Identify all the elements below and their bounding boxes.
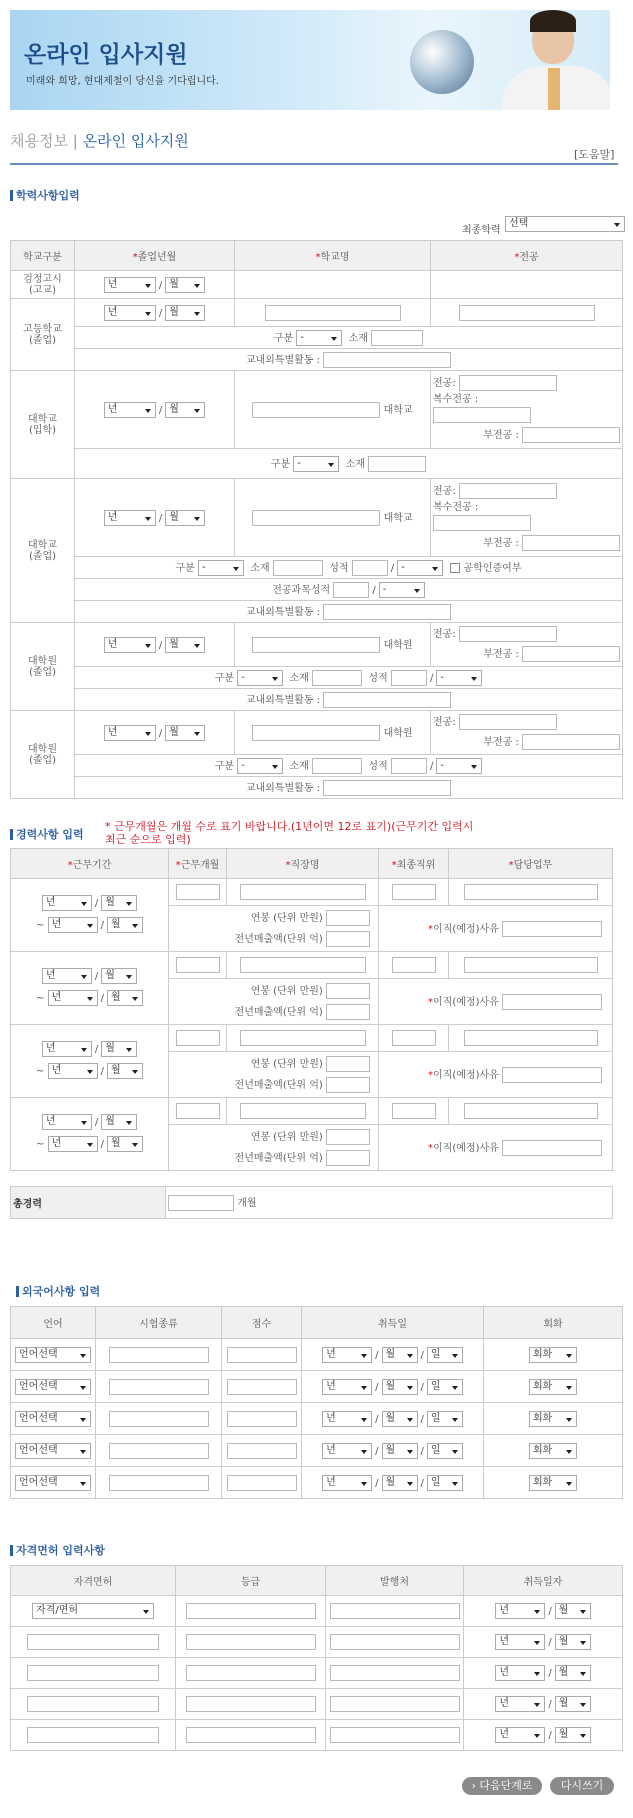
hs-year-select[interactable]: 년 <box>104 305 156 321</box>
career-reason-input[interactable] <box>502 1140 602 1156</box>
lic-th-license: 자격면허 <box>11 1566 176 1596</box>
lang-day-select[interactable]: 일 <box>427 1347 463 1363</box>
lang-year-select[interactable]: 년 <box>322 1443 372 1459</box>
lic-issuer-input[interactable] <box>330 1727 460 1743</box>
gs-activity-label: 교내외특별활동 : <box>245 695 320 706</box>
lang-score-input[interactable] <box>227 1443 297 1459</box>
career-position-input[interactable] <box>392 1030 436 1046</box>
ug-activity-label: 교내외특별활동 : <box>245 607 320 618</box>
ug-cert-label: 공학인증여부 <box>463 563 522 574</box>
career-th-company: 직장명 <box>290 860 320 871</box>
lang-conv-select[interactable]: 회화 <box>529 1475 577 1491</box>
gs-sojae-input[interactable] <box>312 670 362 686</box>
career-end-month-select[interactable]: 월 <box>107 1063 143 1079</box>
lic-month-select[interactable]: 월 <box>555 1727 591 1743</box>
gs2-gpa-label: 성적 <box>368 761 388 772</box>
edu-row-univ-grad: 대학교 (졸업) <box>11 479 75 623</box>
next-step-button[interactable]: › 다음단계로 <box>462 1777 542 1795</box>
ug-gpa-scale-select[interactable]: - <box>397 560 443 576</box>
hs-sojae-input[interactable] <box>371 330 423 346</box>
geomjeong-month-select[interactable]: 월 <box>165 277 205 293</box>
lic-year-select[interactable]: 년 <box>495 1665 545 1681</box>
career-reason-input[interactable] <box>502 994 602 1010</box>
lang-year-select[interactable]: 년 <box>322 1475 372 1491</box>
total-career-label: 총경력 <box>11 1187 166 1219</box>
gs2-sojae-input[interactable] <box>312 758 362 774</box>
edu-row-geomjeong: 검정고시 (고교) <box>11 271 75 299</box>
gs-gpa-scale-select[interactable]: - <box>436 670 482 686</box>
career-months-input[interactable] <box>176 1103 220 1119</box>
banner-title: 온라인 입사지원 <box>24 42 188 68</box>
gs2-month-select[interactable]: 월 <box>165 725 205 741</box>
lic-th-grade: 등급 <box>176 1566 326 1596</box>
lang-test-input[interactable] <box>109 1347 209 1363</box>
ui-gubun-label: 구분 <box>270 459 291 470</box>
career-th-period: 근무기간 <box>72 860 112 871</box>
hs-month-select[interactable]: 월 <box>165 305 205 321</box>
lang-conv-select[interactable]: 회화 <box>529 1347 577 1363</box>
geomjeong-year-select[interactable]: 년 <box>104 277 156 293</box>
gs-year-select[interactable]: 년 <box>104 637 156 653</box>
ug-minor-input[interactable] <box>522 535 620 551</box>
gs2-minor-label: 부전공 : <box>483 736 519 748</box>
ui-minor-label: 부전공 : <box>483 429 519 441</box>
lang-section-title: 외국어사항 입력 <box>16 1286 100 1297</box>
ug-major-input[interactable] <box>459 483 557 499</box>
ui-month-select[interactable]: 월 <box>165 402 205 418</box>
lang-day-select[interactable]: 일 <box>427 1475 463 1491</box>
career-sales-label: 전년매출액(단위 억) <box>234 1006 323 1018</box>
page-title: 온라인 입사지원 <box>82 132 189 150</box>
gs2-gubun-label: 구분 <box>214 761 234 772</box>
career-sales-input[interactable] <box>326 1150 370 1166</box>
ui-name-input[interactable] <box>252 402 380 418</box>
career-salary-label: 연봉 (단위 만원) <box>250 985 323 997</box>
career-duty-input[interactable] <box>464 1030 598 1046</box>
career-start-month-select[interactable]: 월 <box>101 1114 137 1130</box>
lang-test-input[interactable] <box>109 1443 209 1459</box>
ug-gubun-select[interactable]: - <box>198 560 244 576</box>
career-company-input[interactable] <box>240 1030 366 1046</box>
career-salary-label: 연봉 (단위 만원) <box>250 1131 323 1143</box>
career-reason-input[interactable] <box>502 1067 602 1083</box>
lic-year-select[interactable]: 년 <box>495 1634 545 1650</box>
gs-activity-input[interactable] <box>323 692 451 708</box>
lic-table: 자격면허 등급 발행처 취득일자 자격/면허 년 / 월 년 / 월 년 / 월 년 / 월 년 / 월 <box>10 1565 623 1751</box>
ui-double-label: 복수전공 : <box>433 393 479 405</box>
lang-th-test: 시험종류 <box>96 1307 222 1339</box>
total-career-input[interactable] <box>168 1195 234 1211</box>
reset-button[interactable]: 다시쓰기 <box>550 1777 614 1795</box>
lang-year-select[interactable]: 년 <box>322 1411 372 1427</box>
career-position-input[interactable] <box>392 884 436 900</box>
gs-month-select[interactable]: 월 <box>165 637 205 653</box>
lang-test-input[interactable] <box>109 1379 209 1395</box>
lang-day-select[interactable]: 일 <box>427 1411 463 1427</box>
lic-license-select[interactable]: 자격/면허 <box>32 1603 154 1619</box>
gs-minor-label: 부전공 : <box>483 648 519 660</box>
hs-activity-label: 교내외특별활동 : <box>245 355 320 366</box>
career-tilde: ~ <box>36 920 45 931</box>
career-company-input[interactable] <box>240 884 366 900</box>
lic-grade-input[interactable] <box>186 1665 316 1681</box>
career-position-input[interactable] <box>392 957 436 973</box>
career-th-position: 최종직위 <box>396 860 436 871</box>
career-start-month-select[interactable]: 월 <box>101 1041 137 1057</box>
lang-language-select[interactable]: 언어선택 <box>15 1443 91 1459</box>
gs2-major-label: 전공: <box>433 716 456 728</box>
lic-grade-input[interactable] <box>186 1634 316 1650</box>
gs2-name-input[interactable] <box>252 725 380 741</box>
lic-grade-input[interactable] <box>186 1696 316 1712</box>
career-company-input[interactable] <box>240 957 366 973</box>
career-sales-input[interactable] <box>326 1077 370 1093</box>
career-end-year-select[interactable]: 년 <box>48 917 98 933</box>
ug-sojae-label: 소재 <box>250 563 270 574</box>
ui-major-label: 전공: <box>433 377 456 389</box>
edu-th-school: 학교구분 <box>11 241 75 271</box>
career-tilde: ~ <box>36 1066 45 1077</box>
ug-double-input[interactable] <box>433 515 531 531</box>
ui-univ-label: 대학교 <box>383 405 413 416</box>
edu-row-univ-in: 대학교 (입학) <box>11 371 75 479</box>
ug-univ-label: 대학교 <box>383 513 413 524</box>
career-reason-label: 이직(예정)사유 <box>433 1143 499 1154</box>
lang-table: 언어 시험종류 점수 취득일 회화 언어선택 년 / 월 / 일 회화 언어선택 년 / 월 / 일 회화 언어선택 년 / 월 / 일 회화 언어선택 년 / 월 / 일 회화 언어선택 년 / 월 / 일 회화 <box>10 1306 623 1499</box>
lang-month-select[interactable]: 월 <box>382 1379 418 1395</box>
career-start-year-select[interactable]: 년 <box>42 1041 92 1057</box>
career-reason-input[interactable] <box>502 921 602 937</box>
ui-major-input[interactable] <box>459 375 557 391</box>
banner-subtitle: 미래와 희망, 현대제철이 당신을 기다립니다. <box>26 76 219 87</box>
edu-th-major: 전공 <box>519 252 539 263</box>
lic-issuer-input[interactable] <box>330 1665 460 1681</box>
career-position-input[interactable] <box>392 1103 436 1119</box>
lic-issuer-input[interactable] <box>330 1696 460 1712</box>
gs2-gpa-scale-select[interactable]: - <box>436 758 482 774</box>
career-start-year-select[interactable]: 년 <box>42 968 92 984</box>
career-months-input[interactable] <box>176 957 220 973</box>
career-duty-input[interactable] <box>464 1103 598 1119</box>
lic-license-input[interactable] <box>27 1727 159 1743</box>
ug-activity-input[interactable] <box>323 604 451 620</box>
career-sales-label: 전년매출액(단위 억) <box>234 933 323 945</box>
lic-grade-input[interactable] <box>186 1603 316 1619</box>
ug-sojae-input[interactable] <box>273 560 323 576</box>
lic-year-select[interactable]: 년 <box>495 1696 545 1712</box>
edu-table: 학교구분 *졸업년월 *학교명 *전공 검정고시 (고교) 년 / 월 고등학교 (졸업) 년 / 월 구분 - 소재 교내외특별활동 : 대학교 (입학) 년 / 월 대학교 전공: 복수전공 : 부전공 : 구분 - 소재 대학교 (졸업) 년 / 월 대학교 전공: 복수전공 : 부전공 : 구분 - 소재 성적 / - 공학인증여부 전공과목성적 / - 교내외특별활동 : 대학원 (졸업) 년 / 월 대학원 전공: 부전공 : 구분 - 소재 성적 / - 교내외특별활동 : 대학원 (졸업) 년 / 월 대학원 전공: 부전공 : 구분 - 소재 성적 / - 교내외특별활동 : <box>10 240 623 799</box>
lang-th-conv: 회화 <box>484 1307 623 1339</box>
edu-th-grad: 졸업년월 <box>137 252 177 263</box>
lang-month-select[interactable]: 월 <box>382 1347 418 1363</box>
career-start-year-select[interactable]: 년 <box>42 1114 92 1130</box>
lic-th-date: 취득일자 <box>464 1566 623 1596</box>
ug-name-input[interactable] <box>252 510 380 526</box>
ug-major-gpa-input[interactable] <box>333 582 369 598</box>
gs2-grad-label: 대학원 <box>383 728 413 739</box>
career-end-year-select[interactable]: 년 <box>48 1136 98 1152</box>
lic-license-input[interactable] <box>27 1634 159 1650</box>
ui-double-input[interactable] <box>433 407 531 423</box>
lang-month-select[interactable]: 월 <box>382 1475 418 1491</box>
career-duty-input[interactable] <box>464 884 598 900</box>
hs-gubun-select[interactable]: - <box>296 330 342 346</box>
career-months-input[interactable] <box>176 1030 220 1046</box>
lang-score-input[interactable] <box>227 1347 297 1363</box>
gs-minor-input[interactable] <box>522 646 620 662</box>
career-salary-label: 연봉 (단위 만원) <box>250 1058 323 1070</box>
ug-gubun-label: 구분 <box>175 563 195 574</box>
lic-year-select[interactable]: 년 <box>495 1727 545 1743</box>
lang-conv-select[interactable]: 회화 <box>529 1411 577 1427</box>
career-salary-input[interactable] <box>326 1056 370 1072</box>
career-salary-label: 연봉 (단위 만원) <box>250 912 323 924</box>
ui-minor-input[interactable] <box>522 427 620 443</box>
lang-th-language: 언어 <box>11 1307 96 1339</box>
gs-gubun-select[interactable]: - <box>237 670 283 686</box>
lang-score-input[interactable] <box>227 1379 297 1395</box>
gs2-activity-label: 교내외특별활동 : <box>245 783 320 794</box>
lang-year-select[interactable]: 년 <box>322 1347 372 1363</box>
lang-conv-select[interactable]: 회화 <box>529 1379 577 1395</box>
ug-gpa-input[interactable] <box>352 560 388 576</box>
career-section-title: 경력사항 입력 <box>10 829 84 840</box>
gs2-major-input[interactable] <box>459 714 557 730</box>
career-th-months: 근무개월 <box>180 860 220 871</box>
lang-month-select[interactable]: 월 <box>382 1411 418 1427</box>
career-end-month-select[interactable]: 월 <box>107 990 143 1006</box>
career-end-month-select[interactable]: 월 <box>107 1136 143 1152</box>
lang-day-select[interactable]: 일 <box>427 1443 463 1459</box>
career-salary-input[interactable] <box>326 1129 370 1145</box>
career-start-month-select[interactable]: 월 <box>101 895 137 911</box>
gs-name-input[interactable] <box>252 637 380 653</box>
ui-year-select[interactable]: 년 <box>104 402 156 418</box>
gs2-minor-input[interactable] <box>522 734 620 750</box>
ug-major-gpa-label: 전공과목성적 <box>272 585 331 596</box>
career-salary-input[interactable] <box>326 910 370 926</box>
lic-year-select[interactable]: 년 <box>495 1603 545 1619</box>
edu-section-title: 학력사항입력 <box>10 190 80 201</box>
ug-major-label: 전공: <box>433 485 456 497</box>
ug-cert-checkbox[interactable] <box>450 563 460 573</box>
lang-th-date: 취득일 <box>302 1307 484 1339</box>
career-start-year-select[interactable]: 년 <box>42 895 92 911</box>
career-company-input[interactable] <box>240 1103 366 1119</box>
gs-gpa-input[interactable] <box>391 670 427 686</box>
ug-double-label: 복수전공 : <box>433 501 479 513</box>
gs-gubun-label: 구분 <box>214 673 234 684</box>
lang-test-input[interactable] <box>109 1475 209 1491</box>
ug-major-gpa-scale-select[interactable]: - <box>379 582 425 598</box>
gs2-activity-input[interactable] <box>323 780 451 796</box>
lang-language-select[interactable]: 언어선택 <box>15 1411 91 1427</box>
breadcrumb <box>10 130 189 151</box>
lic-th-issuer: 발행처 <box>326 1566 464 1596</box>
career-tilde: ~ <box>36 1139 45 1150</box>
edu-row-grad-school-2: 대학원 (졸업) <box>11 711 75 799</box>
lang-conv-select[interactable]: 회화 <box>529 1443 577 1459</box>
hs-major-input[interactable] <box>459 305 595 321</box>
lic-month-select[interactable]: 월 <box>555 1634 591 1650</box>
career-start-month-select[interactable]: 월 <box>101 968 137 984</box>
lang-month-select[interactable]: 월 <box>382 1443 418 1459</box>
career-end-year-select[interactable]: 년 <box>48 1063 98 1079</box>
career-reason-label: 이직(예정)사유 <box>433 924 499 935</box>
gs2-sojae-label: 소재 <box>289 761 309 772</box>
career-reason-label: 이직(예정)사유 <box>433 997 499 1008</box>
ui-sojae-input[interactable] <box>368 456 426 472</box>
career-sales-label: 전년매출액(단위 억) <box>234 1152 323 1164</box>
lic-month-select[interactable]: 월 <box>555 1603 591 1619</box>
lang-language-select[interactable]: 언어선택 <box>15 1347 91 1363</box>
gs-grad-label: 대학원 <box>383 640 413 651</box>
total-career-table <box>10 1186 613 1219</box>
ug-year-select[interactable]: 년 <box>104 510 156 526</box>
lic-section-title: 자격면허 입력사항 <box>10 1545 105 1556</box>
help-link[interactable]: [도움말] <box>574 148 615 161</box>
lic-month-select[interactable]: 월 <box>555 1665 591 1681</box>
lic-license-input[interactable] <box>27 1696 159 1712</box>
hs-name-input[interactable] <box>265 305 401 321</box>
ui-sojae-label: 소재 <box>345 459 365 470</box>
career-sales-label: 전년매출액(단위 억) <box>234 1079 323 1091</box>
gs2-gpa-input[interactable] <box>391 758 427 774</box>
lic-issuer-input[interactable] <box>330 1603 460 1619</box>
globe-icon <box>410 30 474 94</box>
lang-score-input[interactable] <box>227 1475 297 1491</box>
ug-minor-label: 부전공 : <box>483 537 519 549</box>
lic-month-select[interactable]: 월 <box>555 1696 591 1712</box>
gs-major-input[interactable] <box>459 626 557 642</box>
career-months-input[interactable] <box>176 884 220 900</box>
edu-row-highschool: 고등학교 (졸업) <box>11 299 75 371</box>
lang-language-select[interactable]: 언어선택 <box>15 1379 91 1395</box>
career-duty-input[interactable] <box>464 957 598 973</box>
lic-grade-input[interactable] <box>186 1727 316 1743</box>
breadcrumb-parent[interactable]: 채용정보 <box>10 132 68 150</box>
edu-th-name: 학교명 <box>320 252 350 263</box>
career-reason-label: 이직(예정)사유 <box>433 1070 499 1081</box>
lic-issuer-input[interactable] <box>330 1634 460 1650</box>
gs-gpa-label: 성적 <box>368 673 388 684</box>
career-end-month-select[interactable]: 월 <box>107 917 143 933</box>
hs-activity-input[interactable] <box>323 352 451 368</box>
ui-gubun-select[interactable]: - <box>293 456 339 472</box>
final-edu-label: 최종학력 <box>462 225 501 236</box>
gs-sojae-label: 소재 <box>289 673 309 684</box>
lang-year-select[interactable]: 년 <box>322 1379 372 1395</box>
lang-day-select[interactable]: 일 <box>427 1379 463 1395</box>
career-th-duty: 담당업무 <box>513 860 553 871</box>
gs2-year-select[interactable]: 년 <box>104 725 156 741</box>
edu-row-grad-school: 대학원 (졸업) <box>11 623 75 711</box>
hs-sojae-label: 소재 <box>348 333 368 344</box>
ug-month-select[interactable]: 월 <box>165 510 205 526</box>
final-edu-select[interactable]: 선택 <box>505 216 625 232</box>
person-illustration <box>502 10 610 110</box>
banner <box>10 10 610 110</box>
breadcrumb-separator: | <box>72 132 78 150</box>
lang-th-score: 점수 <box>222 1307 302 1339</box>
career-table: *근무기간 *근무개월 *직장명 *최종직위 *담당업무 년 / 월 ~ 년 / 월 연봉 (단위 만원) 전년매출액(단위 억) *이직(예정)사유 년 / 월 ~ 년 / 월 연봉 (단위 만원) 전년매출액(단위 억) *이직(예정)사유 년 / 월 ~ 년 / 월 연봉 (단위 만원) 전년매출액(단위 억) *이직(예정)사유 년 / 월 ~ 년 / 월 연봉 (단위 만원) 전년매출액(단위 억) *이직(예정)사유 <box>10 848 613 1171</box>
gs-major-label: 전공: <box>433 628 456 640</box>
career-note: * 근무개월은 개월 수로 표기 바랍니다.(1년이면 12로 표기)(근무기간 입력시 최근 순으로 입력) <box>105 820 474 846</box>
gs2-gubun-select[interactable]: - <box>237 758 283 774</box>
career-salary-input[interactable] <box>326 983 370 999</box>
career-tilde: ~ <box>36 993 45 1004</box>
ug-gpa-label: 성적 <box>329 563 349 574</box>
career-sales-input[interactable] <box>326 931 370 947</box>
career-end-year-select[interactable]: 년 <box>48 990 98 1006</box>
title-divider <box>10 163 618 165</box>
hs-gubun-label: 구분 <box>273 333 294 344</box>
lang-test-input[interactable] <box>109 1411 209 1427</box>
lang-score-input[interactable] <box>227 1411 297 1427</box>
total-career-unit: 개월 <box>237 1198 257 1209</box>
lic-license-input[interactable] <box>27 1665 159 1681</box>
lang-language-select[interactable]: 언어선택 <box>15 1475 91 1491</box>
career-sales-input[interactable] <box>326 1004 370 1020</box>
